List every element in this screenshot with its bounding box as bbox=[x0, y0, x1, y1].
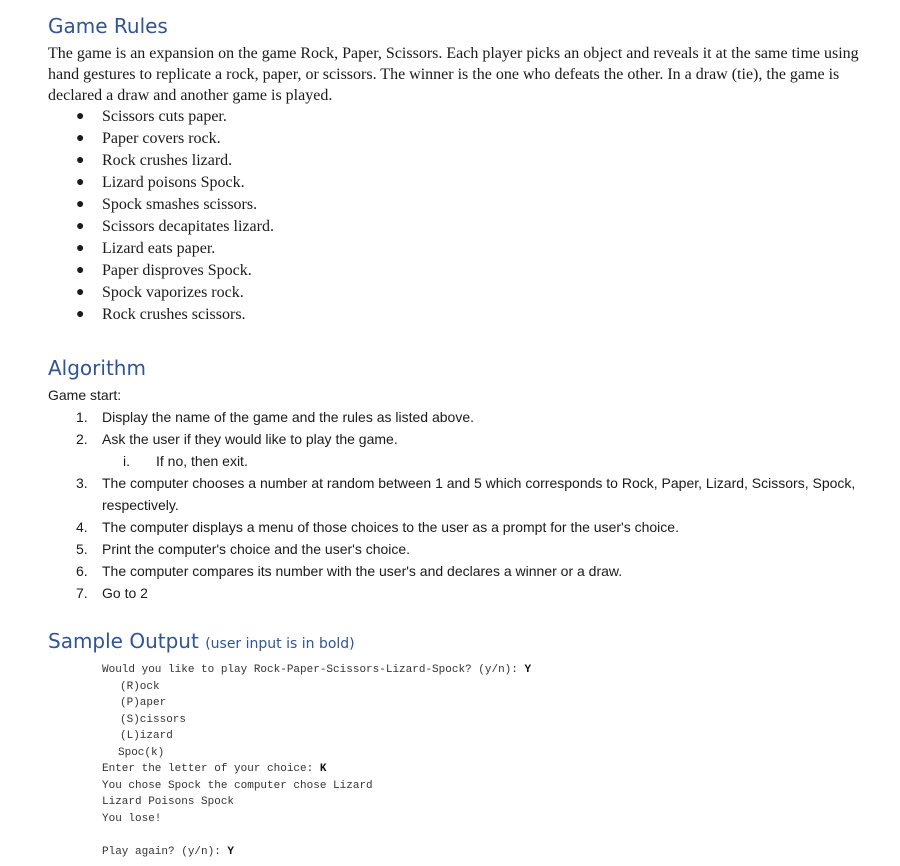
bullet-icon: ● bbox=[76, 109, 85, 124]
bullet-icon: ● bbox=[76, 263, 85, 278]
rule-item: ● Lizard eats paper. bbox=[48, 238, 868, 260]
console-line: You lose! bbox=[102, 812, 162, 825]
rule-item: ● Scissors cuts paper. bbox=[48, 106, 868, 128]
rule-item: ● Paper disproves Spock. bbox=[48, 260, 868, 282]
console-line: Lizard Poisons Spock bbox=[102, 796, 235, 808]
console-line: You chose Spock the computer chose Lizard bbox=[102, 779, 373, 792]
sample-output-heading: Sample Output (user input is in bold) bbox=[48, 629, 355, 653]
step-item: 2. Ask the user if they would like to play the game. bbox=[76, 431, 398, 447]
console-menu-item: (P)aper bbox=[120, 697, 167, 709]
sample-output-subheading: (user input is in bold) bbox=[205, 636, 355, 652]
console-blank-line bbox=[102, 827, 868, 844]
bullet-icon: ● bbox=[76, 285, 85, 300]
bullet-icon: ● bbox=[76, 131, 85, 146]
rule-item: ● Paper covers rock. bbox=[48, 128, 868, 150]
game-start-label: Game start: bbox=[48, 387, 122, 403]
sample-output-console bbox=[102, 662, 868, 860]
algorithm-steps-list bbox=[48, 406, 868, 604]
step-item: 5. Print the computer's choice and the user's choice. bbox=[76, 541, 411, 557]
console-line: Would you like to play Rock-Paper-Scissors-Lizard-Spock? (y/n): Y bbox=[102, 664, 532, 676]
user-input: K bbox=[319, 763, 327, 775]
rule-item: ● Rock crushes scissors. bbox=[48, 304, 868, 326]
console-line: Enter the letter of your choice: K bbox=[102, 763, 327, 775]
sub-step-item: i. If no, then exit. bbox=[123, 453, 248, 469]
user-input: Y bbox=[227, 845, 235, 858]
document-page bbox=[48, 0, 868, 860]
algorithm-heading: Algorithm bbox=[48, 356, 146, 380]
rules-list bbox=[48, 106, 868, 326]
step-item: 7. Go to 2 bbox=[76, 585, 148, 601]
step-item: 3. The computer chooses a number at random between 1 and 5 which corresponds to Rock, Paper, Lizard, Scissors, Spock, respectively. bbox=[76, 475, 856, 513]
bullet-icon: ● bbox=[76, 241, 85, 256]
console-menu-item: (R)ock bbox=[120, 680, 160, 693]
step-item: 4. The computer displays a menu of those choices to the user as a prompt for the user's choice. bbox=[76, 519, 679, 535]
step-item: 1. Display the name of the game and the rules as listed above. bbox=[76, 409, 474, 425]
console-menu-item: (S)cissors bbox=[120, 713, 187, 726]
bullet-icon: ● bbox=[76, 153, 85, 168]
rule-item: ● Rock crushes lizard. bbox=[48, 150, 868, 172]
bullet-icon: ● bbox=[76, 175, 85, 190]
console-line: Play again? (y/n): Y bbox=[102, 845, 235, 858]
rules-intro-paragraph: The game is an expansion on the game Rock, Paper, Scissors. Each player picks an object and reveals it at the same time using hand gestures to replicate a rock, paper, or scissors. The winner is the one who defeats the other. In a draw (tie), the game is declared a draw and another game is played. bbox=[48, 45, 859, 104]
bullet-icon: ● bbox=[76, 219, 85, 234]
bullet-icon: ● bbox=[76, 307, 85, 322]
bullet-icon: ● bbox=[76, 197, 85, 212]
step-item: 6. The computer compares its number with the user's and declares a winner or a draw. bbox=[76, 563, 623, 579]
game-rules-heading: Game Rules bbox=[48, 14, 168, 38]
rule-item: ● Spock vaporizes rock. bbox=[48, 282, 868, 304]
console-menu-item: Spoc(k) bbox=[118, 746, 165, 759]
rule-item: ● Spock smashes scissors. bbox=[48, 194, 868, 216]
console-menu-item: (L)izard bbox=[120, 730, 173, 742]
user-input: Y bbox=[524, 664, 532, 676]
rule-item: ● Scissors decapitates lizard. bbox=[48, 216, 868, 238]
rule-item: ● Lizard poisons Spock. bbox=[48, 172, 868, 194]
